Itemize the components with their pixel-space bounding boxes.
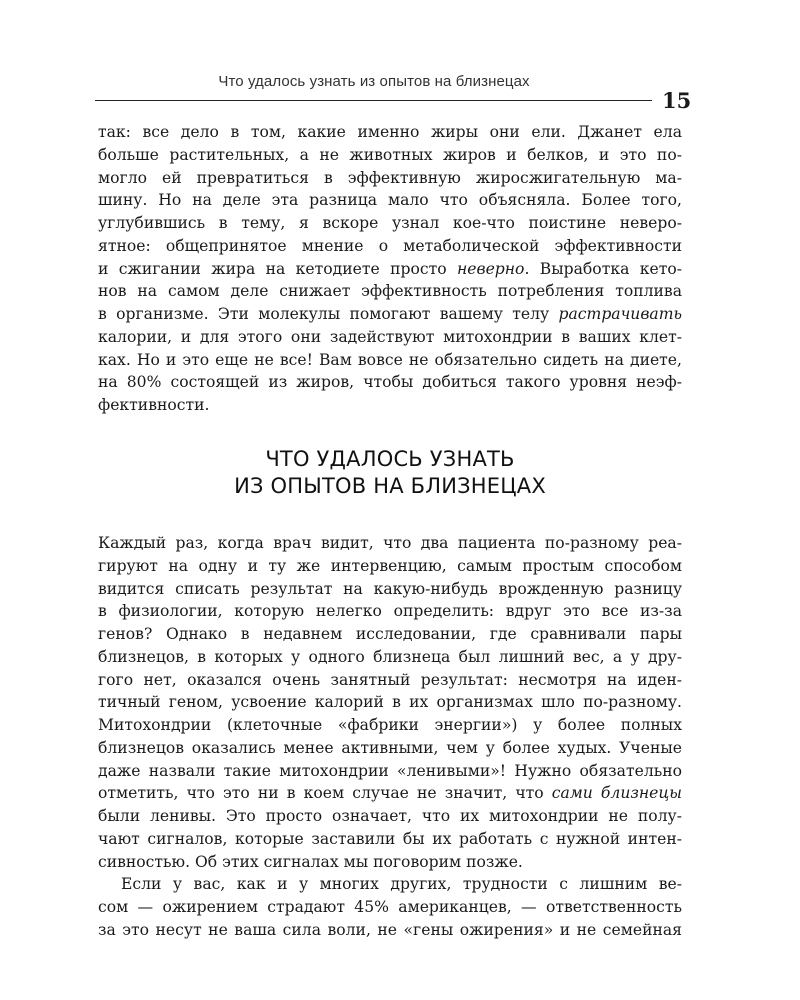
section-heading-line: ЧТО УДАЛОСЬ УЗНАТЬ bbox=[265, 447, 515, 471]
text-line: в физиологии, которую нелегко определить: вдруг это все из-за bbox=[98, 602, 682, 621]
text-line bbox=[98, 782, 682, 805]
text-line: так: все дело в том, какие именно жиры они ели. Джанет ела bbox=[98, 123, 682, 141]
section-heading bbox=[98, 446, 682, 500]
paragraph-2 bbox=[98, 532, 682, 873]
text-line: могло ей превратиться в эффективную жиросжигательную ма- bbox=[98, 168, 682, 187]
text-line bbox=[98, 258, 682, 281]
text-line: сивностью. Об этих сигналах мы поговорим позже. bbox=[98, 852, 523, 871]
running-title: Что удалось узнать из опытов на близнецах bbox=[218, 73, 530, 90]
text-line: чают сигналов, которые заставили бы их работать с нужной интен- bbox=[98, 829, 682, 848]
text-segment: и сжигании жира на кетодиете просто bbox=[98, 259, 457, 278]
text-line: были ленивы. Это просто означает, что их митохондрии не полу- bbox=[98, 807, 682, 825]
text-segment: отметить, что это ни в коем случае не значит, что bbox=[98, 784, 552, 803]
header-rule bbox=[95, 100, 652, 101]
text-line: Митохондрии (клеточные «фабрики энергии») у более полных bbox=[98, 716, 682, 734]
text-line: гого нет, оказался очень занятный результат: несмотря на иден- bbox=[98, 670, 682, 689]
body-text bbox=[98, 532, 682, 942]
emphasis-word: растрачивать bbox=[558, 305, 682, 323]
text-line: даже назвали такие митохондрии «ленивыми»! Нужно обязательно bbox=[98, 761, 682, 780]
text-segment: в организме. Эти молекулы помогают вашему телу bbox=[98, 305, 559, 323]
text-line bbox=[98, 303, 682, 326]
text-line: шину. Но на деле эта разница мало что объясняла. Более того, bbox=[98, 191, 682, 210]
text-line: на 80% состоящей из жиров, чтобы добиться такого уровня неэф- bbox=[98, 373, 682, 392]
text-line: ках. Но и это еще не все! Вам вовсе не обязательно сидеть на диете, bbox=[98, 350, 682, 369]
text-line: близнецов оказались менее активными, чем у более худых. Ученые bbox=[98, 738, 682, 757]
text-line: больше растительных, а не животных жиров и белков, и это по- bbox=[98, 145, 682, 164]
text-line: близнецов, в которых у одного близнеца был лишний вес, а у дру- bbox=[98, 647, 682, 666]
text-line: гируют на одну и ту же интервенцию, самым простым способом bbox=[98, 556, 682, 575]
text-line: Каждый раз, когда врач видит, что два пациента по-разному реа- bbox=[98, 534, 682, 552]
text-line: углубившись в тему, я вскоре узнал кое-что поистине неверо- bbox=[98, 214, 682, 232]
text-line: генов? Однако в недавнем исследовании, где сравнивали пары bbox=[98, 625, 682, 643]
text-line: нов на самом деле снижает эффективность потребления топлива bbox=[98, 282, 682, 301]
text-line: калории, и для этого они задействуют митохондрии в ваших клет- bbox=[98, 327, 682, 346]
text-line: видится списать результат на какую-нибудь врожденную разницу bbox=[98, 579, 682, 598]
text-line: ятное: общепринятое мнение о метаболической эффективности bbox=[98, 236, 682, 255]
paragraph-3 bbox=[98, 873, 682, 941]
text-line: за это несут не ваша сила воли, не «гены ожирения» и не семейная bbox=[98, 920, 682, 939]
text-line: тичный геном, усвоение калорий в их организмах шло по-разному. bbox=[98, 693, 682, 712]
section-heading-line: ИЗ ОПЫТОВ НА БЛИЗНЕЦАХ bbox=[234, 474, 546, 498]
page-number: 15 bbox=[662, 88, 692, 113]
emphasis-phrase: сами близнецы bbox=[551, 784, 682, 803]
emphasis-word: неверно bbox=[457, 259, 525, 278]
text-line: фективности. bbox=[98, 396, 210, 414]
text-line: Если у вас, как и у многих других, трудности с лишним ве- bbox=[121, 875, 682, 894]
text-segment: . Выработка кето- bbox=[524, 259, 682, 278]
paragraph-1 bbox=[98, 121, 682, 417]
text-line: сом — ожирением страдают 45% американцев, — ответственность bbox=[98, 898, 682, 916]
